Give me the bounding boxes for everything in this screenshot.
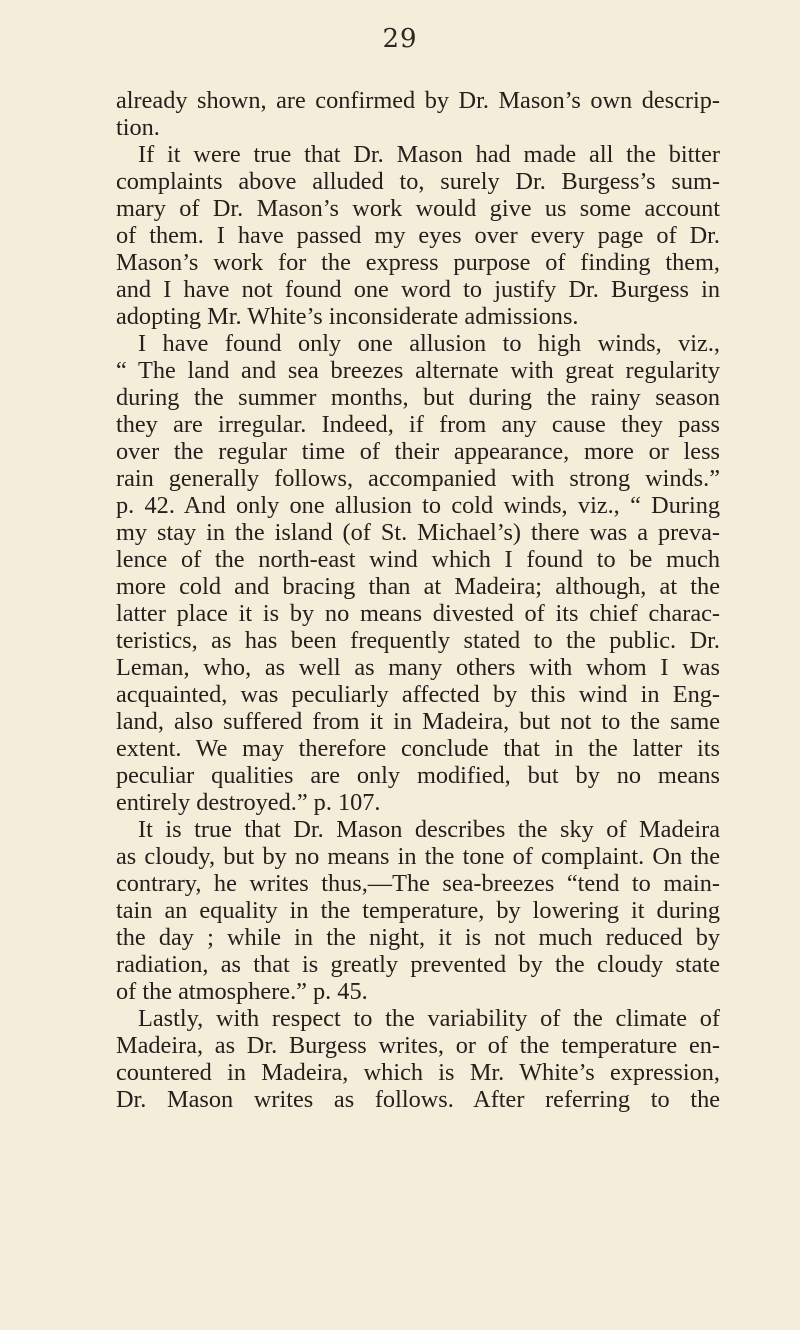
text-line: complaints above alluded to, surely Dr. Burgess’s sum- <box>116 168 720 195</box>
text-line: teristics, as has been frequently stated to the public. Dr. <box>116 627 720 654</box>
text-line: tion. <box>116 114 160 141</box>
text-line: p. 42. And only one allusion to cold winds, viz., “ During <box>116 492 720 519</box>
text-line: Lastly, with respect to the variability of the climate of <box>138 1005 720 1032</box>
text-line: already shown, are confirmed by Dr. Mason’s own descrip- <box>116 87 720 114</box>
text-line: land, also suffered from it in Madeira, but not to the same <box>116 708 720 735</box>
text-line: peculiar qualities are only modified, but by no means <box>116 762 720 789</box>
text-line: entirely destroyed.” p. 107. <box>116 789 381 816</box>
text-line: tain an equality in the temperature, by lowering it during <box>116 897 720 924</box>
text-line: If it were true that Dr. Mason had made all the bitter <box>138 141 720 168</box>
text-line: the day ; while in the night, it is not much reduced by <box>116 924 720 951</box>
text-line: countered in Madeira, which is Mr. White’s expression, <box>116 1059 720 1086</box>
text-line: my stay in the island (of St. Michael’s) there was a preva- <box>116 519 720 546</box>
text-line: they are irregular. Indeed, if from any cause they pass <box>116 411 720 438</box>
text-line: adopting Mr. White’s inconsiderate admissions. <box>116 303 579 330</box>
text-line: latter place it is by no means divested of its chief charac- <box>116 600 720 627</box>
text-line: over the regular time of their appearance, more or less <box>116 438 720 465</box>
text-line: Madeira, as Dr. Burgess writes, or of the temperature en- <box>116 1032 720 1059</box>
text-line: Dr. Mason writes as follows. After referring to the <box>116 1086 720 1113</box>
body-text <box>116 87 720 1113</box>
text-line: Mason’s work for the express purpose of finding them, <box>116 249 720 276</box>
text-line: contrary, he writes thus,—The sea-breezes “tend to main- <box>116 870 720 897</box>
text-line: acquainted, was peculiarly affected by this wind in Eng- <box>116 681 720 708</box>
text-line: rain generally follows, accompanied with strong winds.” <box>116 465 720 492</box>
text-line: radiation, as that is greatly prevented by the cloudy state <box>116 951 720 978</box>
text-line: I have found only one allusion to high winds, viz., <box>138 330 720 357</box>
text-line: as cloudy, but by no means in the tone of complaint. On the <box>116 843 720 870</box>
text-line: mary of Dr. Mason’s work would give us some account <box>116 195 720 222</box>
text-line: of them. I have passed my eyes over every page of Dr. <box>116 222 720 249</box>
text-line: and I have not found one word to justify Dr. Burgess in <box>116 276 720 303</box>
text-line: “ The land and sea breezes alternate with great regularity <box>116 357 720 384</box>
text-line: during the summer months, but during the rainy season <box>116 384 720 411</box>
page-number: 29 <box>382 24 418 54</box>
text-line: Leman, who, as well as many others with whom I was <box>116 654 720 681</box>
text-line: lence of the north-east wind which I found to be much <box>116 546 720 573</box>
text-line: It is true that Dr. Mason describes the sky of Madeira <box>138 816 720 843</box>
text-line: more cold and bracing than at Madeira; although, at the <box>116 573 720 600</box>
text-line: of the atmosphere.” p. 45. <box>116 978 368 1005</box>
text-line: extent. We may therefore conclude that in the latter its <box>116 735 720 762</box>
